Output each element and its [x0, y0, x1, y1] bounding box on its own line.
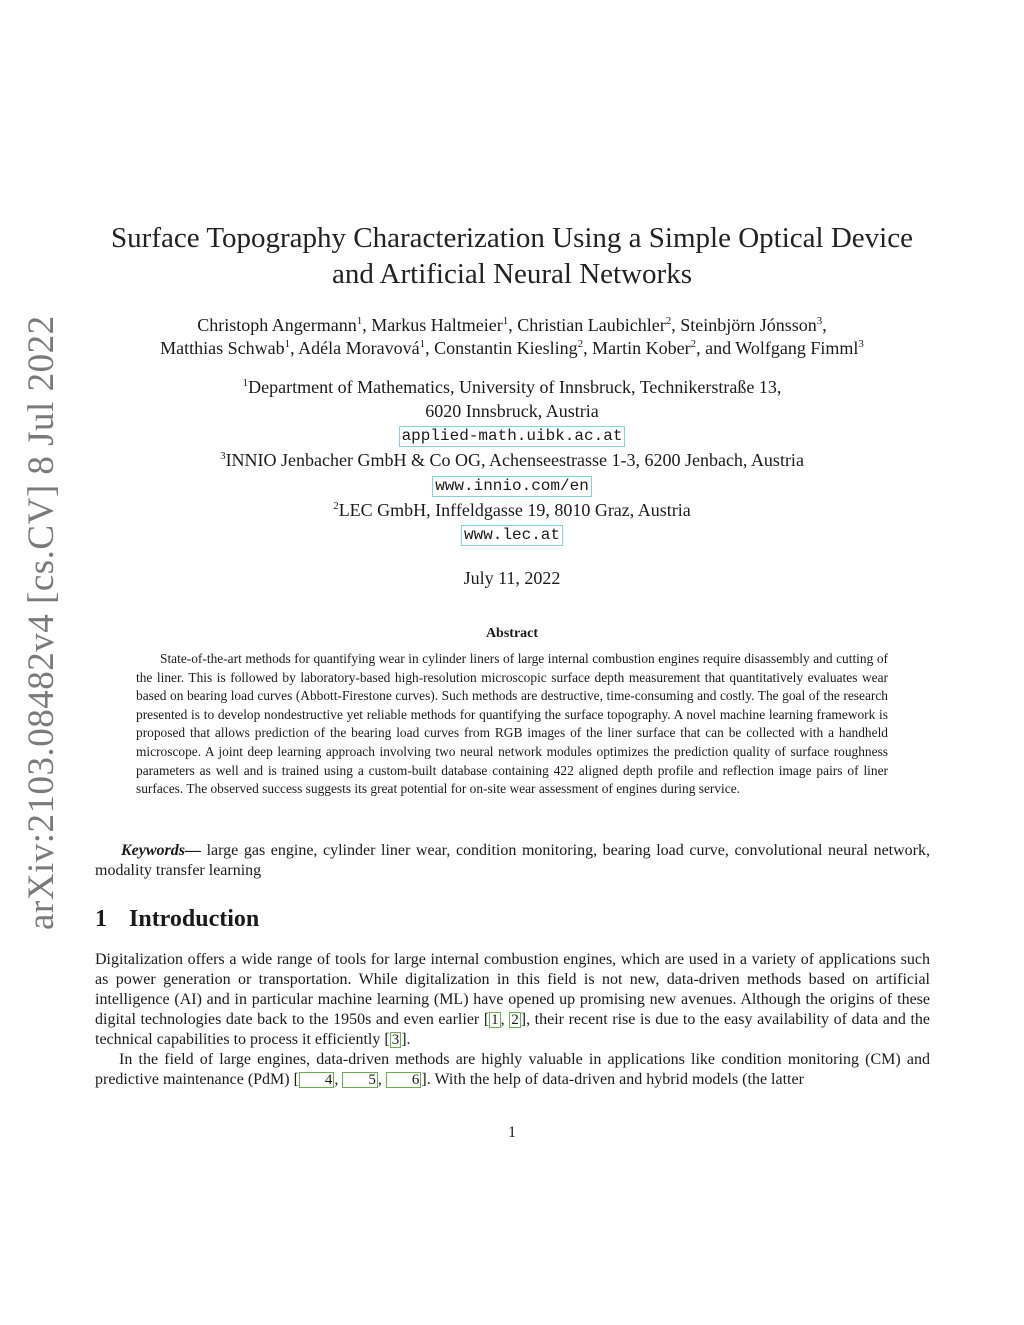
publication-date: July 11, 2022	[463, 568, 561, 588]
title-line-2: and Artificial Neural Networks	[332, 258, 692, 290]
affiliation-2-url-link[interactable]: www.lec.at	[461, 525, 563, 546]
affiliation-3	[0, 449, 1024, 473]
affiliation-1-line-1: Department of Mathematics, University of Innsbruck, Technikerstraße 13,	[248, 377, 782, 397]
abstract-text: State-of-the-art methods for quantifying wear in cylinder liners of large internal combustion engines require disassembly and cutting of the liner. This is followed by laboratory-based high-resolution microscopic surface depth measurement that quantitatively evaluates wear based on bearing load curves (Abbott-Firestone curves). Such methods are destructive, time-consuming and costly. The goal of the research presented is to develop nondestructive yet reliable methods for quantifying the surface topography. A novel machine learning framework is proposed that allows prediction of the bearing load curves from RGB images of the liner surface that can be collected with a handheld microscope. A joint deep learning approach involving two neural network modules optimizes the prediction quality of surface roughness parameters as well and is trained using a custom-built database containing 422 aligned depth profile and reflection image pairs of liner surfaces. The observed success suggests its great potential for on-site wear assessment of engines during service.	[136, 651, 888, 797]
section-heading	[95, 906, 259, 933]
citation-link[interactable]: 4	[299, 1072, 335, 1088]
author-line-2: Matthias Schwab$^1$, Adéla Moravová$^1$, Constantin Kiesling$^2$, Martin Kober$^2$, and Wolfgang Fimml$^3$	[160, 338, 864, 358]
affiliation-3-url-link[interactable]: www.innio.com/en	[432, 476, 592, 497]
author: Constantin Kiesling	[434, 338, 578, 358]
author-affil-marker: 2	[690, 338, 697, 350]
author-affil-marker: 1	[356, 315, 363, 327]
author: Markus Haltmeier	[371, 315, 503, 335]
affiliation-1-line-2: 6020 Innsbruck, Austria	[425, 400, 599, 421]
author-affil-marker: 1	[419, 338, 426, 350]
keywords-dash: —	[185, 842, 201, 859]
paragraph-1-text-cont: , their recent rise is due to the easy availability of data and the technical capabilities to process it efficiently	[95, 1011, 931, 1048]
arxiv-identifier: arXiv:2103.08482v4 [cs.CV] 8 Jul 2022	[21, 315, 62, 930]
page-number: 1	[508, 1124, 516, 1141]
citation-link[interactable]: 5	[342, 1072, 378, 1088]
affiliations	[0, 376, 1024, 548]
section-title: Introduction	[129, 906, 260, 932]
author-conjunction: and	[705, 338, 732, 358]
author: Matthias Schwab	[160, 338, 285, 358]
author-affil-marker: 3	[816, 315, 823, 327]
citation-link[interactable]: 2	[511, 1012, 519, 1028]
keywords-label: Keywords	[121, 842, 185, 859]
author: Christian Laubichler	[517, 315, 666, 335]
author-line-1: Christoph Angermann$^1$, Markus Haltmeier$^1$, Christian Laubichler$^2$, Steinbjörn Jónsson$^3$,	[197, 315, 827, 335]
paragraph-2-text: In the field of large engines, data-driven methods are highly valuable in applications like condition monitoring (CM) and predictive maintenance (PdM)	[95, 1051, 930, 1088]
author: Wolfgang Fimml	[735, 338, 859, 358]
keywords	[95, 841, 930, 881]
affil-marker: 1	[242, 377, 249, 389]
author-affil-marker: 2	[577, 338, 584, 350]
keywords-text: large gas engine, cylinder liner wear, condition monitoring, bearing load curve, convolutional neural network, modality transfer learning	[95, 842, 931, 879]
author-affil-marker: 1	[284, 338, 291, 350]
affil-marker: 2	[333, 499, 339, 512]
abstract-heading: Abstract	[485, 626, 539, 641]
author-affil-marker: 2	[665, 315, 672, 327]
paragraph-2: In the field of large engines, data-driven methods are highly valuable in applications like condition monitoring (CM) and predictive maintenance (PdM) [ 4 , 5 , 6 ]. With the help of data-driven and hybrid models (the latter	[95, 1051, 930, 1088]
paragraph-1: Digitalization offers a wide range of tools for large internal combustion engines, which are used in a variety of applications such as power generation or transportation. While digitalization in this field is not new, data-driven methods based on artificial intelligence (AI) and in particular machine learning (ML) have opened up promising new avenues. Although the origins of these digital technologies date back to the 1950s and even earlier [ 1 , 2 ], their recent rise is due to the easy availability of data and the technical capabilities to process it efficiently [ 3 ].	[95, 951, 931, 1048]
paper-title	[0, 220, 1024, 292]
affil-marker: 3	[220, 450, 226, 462]
author: Adéla Moravová	[298, 338, 420, 358]
paragraph-2-text-cont: . With the help of data-driven and hybrid models (the latter	[426, 1071, 804, 1088]
citation-link[interactable]: 6	[386, 1072, 422, 1088]
affiliation-2-line: LEC GmbH, Inffeldgasse 19, 8010 Graz, Austria	[338, 499, 691, 520]
author: Steinbjörn Jónsson	[680, 315, 817, 335]
affiliation-1	[0, 376, 1024, 400]
affiliation-2	[0, 499, 1024, 523]
citation-link[interactable]: 3	[391, 1032, 400, 1048]
author: Christoph Angermann	[197, 315, 357, 335]
citation-link[interactable]: 1	[491, 1012, 499, 1028]
title-line-1: Surface Topography Characterization Using a Simple Optical Device	[111, 222, 913, 254]
author-affil-marker: 3	[858, 338, 864, 350]
affiliation-3-line: INNIO Jenbacher GmbH & Co OG, Achenseestrasse 1-3, 6200 Jenbach, Austria	[225, 450, 804, 470]
author-affil-marker: 1	[502, 315, 509, 327]
author: Martin Kober	[592, 338, 691, 358]
affiliation-1-url-link[interactable]: applied-math.uibk.ac.at	[399, 426, 626, 447]
section-number: 1	[95, 906, 107, 932]
author-list	[0, 314, 1024, 360]
paragraph-1-text: Digitalization offers a wide range of tools for large internal combustion engines, which are used in a variety of applications such as power generation or transportation. While digitalization in this field is not new, data-driven methods based on artificial intelligence (AI) and in particular machine learning (ML) have opened up promising new avenues. Although the origins of these digital technologies date back to the 1950s and even earlier	[95, 951, 930, 1028]
